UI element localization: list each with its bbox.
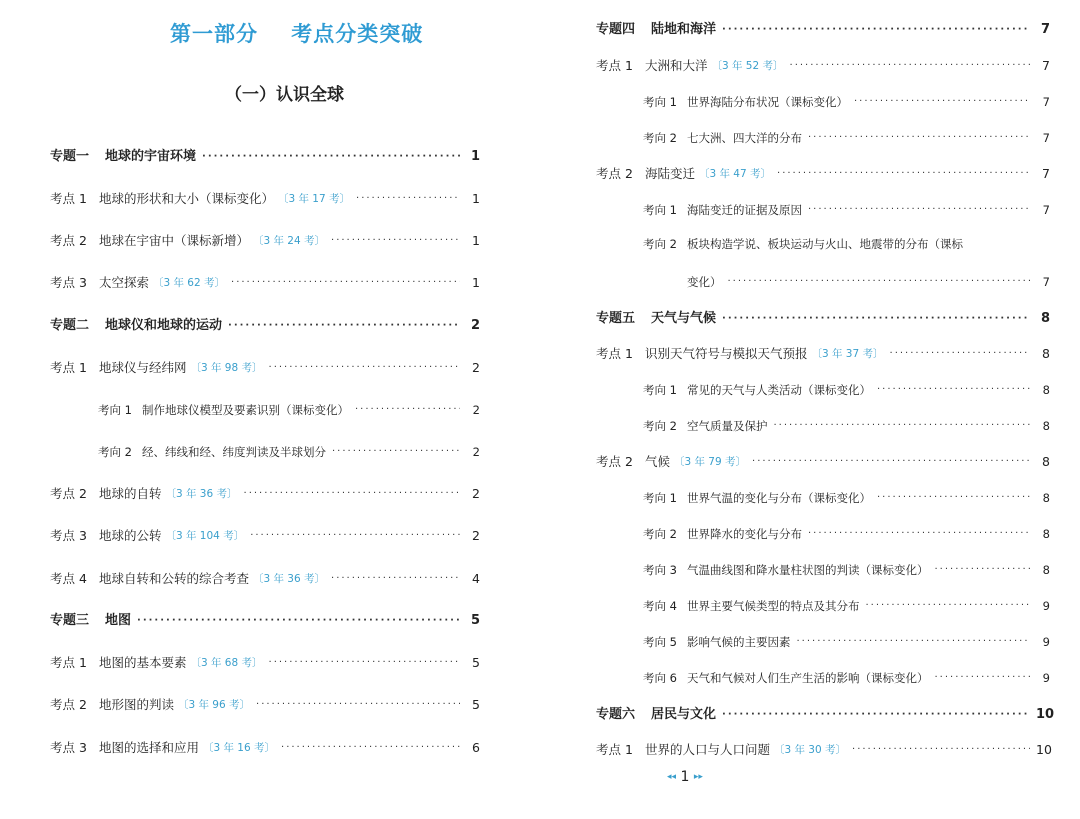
entry-title: 海陆变迁的证据及原因 (686, 203, 802, 217)
toc-point-entry[interactable] (50, 358, 480, 378)
entry-title: 世界的人口与人口问题 (644, 742, 770, 757)
leader-dots (934, 560, 1030, 580)
leader-dots (852, 740, 1030, 760)
leader-dots (877, 488, 1030, 508)
entry-page-number: 2 (472, 486, 480, 501)
exam-frequency: 〔3 年 62 考〕 (152, 277, 226, 289)
entry-label: 考向 2 (98, 445, 132, 459)
leader-dots (356, 189, 460, 209)
exam-frequency: 〔3 年 79 考〕 (673, 456, 747, 468)
toc-point-entry[interactable] (50, 189, 480, 209)
entry-page-number: 9 (1042, 671, 1050, 685)
exam-frequency: 〔3 年 37 考〕 (811, 348, 884, 360)
entry-title: 气温曲线图和降水量柱状图的判读（课标变化） (686, 563, 929, 577)
entry-page-number: 8 (1042, 454, 1050, 469)
next-page-icon[interactable]: ▸▸ (693, 772, 703, 782)
leader-dots (332, 442, 460, 462)
entry-page-number: 8 (1042, 383, 1050, 397)
toc-point-entry[interactable] (596, 452, 1050, 472)
entry-label: 考点 1 (596, 742, 633, 757)
entry-label: 专题一 (50, 149, 90, 164)
entry-title: 世界降水的变化与分布 (686, 527, 802, 541)
entry-label: 考向 2 (643, 527, 677, 541)
leader-dots (269, 653, 460, 673)
leader-dots (728, 272, 1031, 292)
toc-point-entry[interactable] (596, 344, 1050, 364)
leader-dots (722, 705, 1030, 725)
entry-label: 考向 2 (643, 131, 677, 145)
exam-frequency: 〔3 年 24 考〕 (252, 235, 326, 247)
leader-dots (934, 668, 1030, 688)
entry-page-number: 8 (1042, 491, 1050, 505)
entry-page-number: 9 (1042, 599, 1050, 613)
entry-page-number: 9 (1042, 635, 1050, 649)
toc-point-entry[interactable] (596, 740, 1050, 760)
entry-label: 考向 1 (643, 491, 677, 505)
toc-direction-entry[interactable] (643, 200, 1050, 220)
entry-title: 地球自转和公转的综合考查 (98, 571, 249, 586)
entry-label: 专题三 (50, 613, 90, 628)
toc-topic-entry[interactable] (50, 147, 480, 167)
entry-page-number: 2 (472, 445, 480, 459)
exam-frequency: 〔3 年 17 考〕 (277, 193, 351, 205)
entry-page-number: 2 (472, 403, 480, 417)
toc-topic-entry[interactable] (596, 20, 1050, 40)
page-footer (660, 769, 710, 785)
right-page (540, 0, 1080, 819)
page-number: 1 (680, 769, 690, 785)
entry-page-number: 1 (470, 149, 480, 164)
entry-label: 考点 3 (50, 528, 87, 543)
entry-title: 气候 (644, 454, 670, 469)
entry-label: 考点 2 (596, 166, 633, 181)
entry-page-number: 7 (1042, 131, 1050, 145)
toc-direction-entry[interactable] (98, 400, 480, 420)
prev-page-icon[interactable]: ◂◂ (667, 772, 677, 782)
entry-label: 专题六 (596, 707, 636, 722)
toc-point-entry[interactable] (50, 738, 480, 758)
exam-frequency: 〔3 年 52 考〕 (711, 60, 784, 72)
entry-label: 考点 1 (596, 58, 633, 73)
entry-title: 地图的基本要素 (98, 655, 187, 670)
entry-label: 考点 2 (596, 454, 633, 469)
part-title: 第一部分 考点分类突破 (170, 22, 424, 46)
entry-page-number: 4 (472, 571, 480, 586)
entry-title: 七大洲、四大洋的分布 (686, 131, 802, 145)
entry-page-number: 1 (472, 275, 480, 290)
entry-title: 地形图的判读 (98, 697, 174, 712)
entry-title: 地球的宇宙环境 (105, 149, 197, 164)
entry-title: 制作地球仪模型及要素识别（课标变化） (141, 403, 349, 417)
entry-title: 天气和气候对人们生产生活的影响（课标变化） (686, 671, 929, 685)
exam-frequency: 〔3 年 30 考〕 (773, 744, 847, 756)
entry-label: 考点 2 (50, 697, 87, 712)
entry-page-number: 2 (470, 318, 480, 333)
entry-title: 影响气候的主要因素 (686, 635, 791, 649)
entry-page-number: 7 (1042, 275, 1050, 289)
entry-title: 陆地和海洋 (651, 22, 717, 37)
entry-title: 地图 (105, 613, 132, 628)
entry-page-number: 2 (472, 360, 480, 375)
entry-title: 板块构造学说、板块运动与火山、地震带的分布（课标 (686, 237, 963, 251)
leader-dots (231, 273, 460, 293)
leader-dots (808, 200, 1030, 220)
entry-label: 考点 2 (50, 233, 87, 248)
entry-title: 地球的自转 (98, 486, 162, 501)
entry-title: 世界海陆分布状况（课标变化） (686, 95, 848, 109)
entry-title: 世界气温的变化与分布（课标变化） (686, 491, 871, 505)
entry-label: 考向 3 (643, 563, 677, 577)
entry-label: 考向 2 (643, 419, 677, 433)
toc-direction-entry[interactable] (643, 92, 1050, 112)
leader-dots (137, 611, 460, 631)
toc-direction-entry[interactable] (687, 272, 1050, 292)
exam-frequency: 〔3 年 98 考〕 (190, 362, 263, 374)
entry-page-number: 8 (1042, 527, 1050, 541)
toc-direction-entry[interactable] (643, 632, 1050, 652)
toc-topic-entry[interactable] (596, 309, 1050, 329)
toc-point-entry[interactable] (50, 273, 480, 293)
toc-direction-entry[interactable] (643, 560, 1050, 580)
entry-page-number: 2 (472, 528, 480, 543)
entry-page-number: 8 (1042, 346, 1050, 361)
entry-page-number: 1 (472, 233, 480, 248)
section-title: （一）认识全球 (225, 85, 344, 105)
toc-topic-entry[interactable] (596, 705, 1055, 725)
entry-title: 经、纬线和经、纬度判读及半球划分 (141, 445, 326, 459)
leader-dots (244, 484, 460, 504)
toc-direction-entry[interactable] (643, 524, 1050, 544)
leader-dots (808, 524, 1030, 544)
entry-page-number: 10 (1036, 742, 1052, 757)
entry-label: 考点 1 (50, 360, 87, 375)
entry-label: 考点 1 (50, 191, 87, 206)
entry-title: 地球仪与经纬网 (98, 360, 187, 375)
entry-title: 地球仪和地球的运动 (105, 318, 223, 333)
entry-title: 地球在宇宙中（课标新增） (98, 233, 249, 248)
entry-page-number: 5 (472, 655, 480, 670)
entry-title: 地图的选择和应用 (98, 740, 199, 755)
leader-dots (865, 596, 1030, 616)
toc-direction-entry[interactable] (643, 236, 1050, 252)
toc-point-entry[interactable] (50, 484, 480, 504)
entry-page-number: 8 (1040, 311, 1050, 326)
entry-title: 海陆变迁 (644, 166, 695, 181)
leader-dots (773, 416, 1030, 436)
entry-title: 常见的天气与人类活动（课标变化） (686, 383, 871, 397)
exam-frequency: 〔3 年 36 考〕 (165, 488, 238, 500)
entry-title: 大洲和大洋 (644, 58, 708, 73)
entry-label: 考向 2 (643, 237, 677, 251)
leader-dots (331, 231, 460, 251)
toc-direction-entry[interactable] (643, 128, 1050, 148)
exam-frequency: 〔3 年 36 考〕 (252, 573, 326, 585)
exam-frequency: 〔3 年 104 考〕 (165, 530, 245, 542)
entry-label: 考向 1 (643, 203, 677, 217)
entry-title: 变化） (687, 275, 722, 289)
toc-direction-entry[interactable] (643, 488, 1050, 508)
entry-label: 考点 1 (596, 346, 633, 361)
exam-frequency: 〔3 年 16 考〕 (202, 742, 276, 754)
leader-dots (777, 164, 1030, 184)
leader-dots (790, 56, 1030, 76)
entry-page-number: 7 (1042, 203, 1050, 217)
entry-label: 考点 3 (50, 740, 87, 755)
leader-dots (854, 92, 1030, 112)
entry-label: 考点 3 (50, 275, 87, 290)
leader-dots (752, 452, 1030, 472)
toc-direction-entry[interactable] (643, 380, 1050, 400)
leader-dots (331, 569, 460, 589)
entry-label: 考向 1 (643, 383, 677, 397)
entry-title: 地球的形状和大小（课标变化） (98, 191, 274, 206)
toc-direction-entry[interactable] (643, 416, 1050, 436)
entry-label: 考向 1 (98, 403, 132, 417)
leader-dots (269, 358, 460, 378)
leader-dots (877, 380, 1030, 400)
entry-page-number: 1 (472, 191, 480, 206)
toc-topic-entry[interactable] (50, 316, 480, 336)
entry-page-number: 7 (1040, 22, 1050, 37)
entry-label: 专题二 (50, 318, 90, 333)
entry-title: 居民与文化 (651, 707, 717, 722)
entry-page-number: 7 (1042, 166, 1050, 181)
entry-label: 考点 4 (50, 571, 87, 586)
exam-frequency: 〔3 年 96 考〕 (177, 699, 251, 711)
entry-title: 世界主要气候类型的特点及其分布 (686, 599, 860, 613)
toc-point-entry[interactable] (50, 526, 480, 546)
entry-page-number: 8 (1042, 563, 1050, 577)
toc-point-entry[interactable] (596, 56, 1050, 76)
leader-dots (890, 344, 1030, 364)
leader-dots (228, 316, 460, 336)
toc-point-entry[interactable] (50, 569, 480, 589)
toc-direction-entry[interactable] (98, 442, 480, 462)
toc-point-entry[interactable] (50, 695, 480, 715)
entry-label: 考点 1 (50, 655, 87, 670)
leader-dots (808, 128, 1030, 148)
leader-dots (256, 695, 460, 715)
entry-label: 考向 5 (643, 635, 677, 649)
leader-dots (281, 738, 460, 758)
exam-frequency: 〔3 年 68 考〕 (190, 657, 263, 669)
entry-label: 专题四 (596, 22, 636, 37)
entry-title: 识别天气符号与模拟天气预报 (644, 346, 808, 361)
toc-direction-entry[interactable] (643, 668, 1050, 688)
toc-point-entry[interactable] (596, 164, 1050, 184)
entry-label: 考向 1 (643, 95, 677, 109)
toc-point-entry[interactable] (50, 231, 480, 251)
entry-title: 地球的公转 (98, 528, 162, 543)
entry-label: 考向 4 (643, 599, 677, 613)
entry-label: 专题五 (596, 311, 636, 326)
leader-dots (250, 526, 460, 546)
entry-title: 太空探索 (98, 275, 149, 290)
leader-dots (722, 20, 1030, 40)
leader-dots (796, 632, 1030, 652)
entry-label: 考点 2 (50, 486, 87, 501)
entry-page-number: 6 (472, 740, 480, 755)
leader-dots (355, 400, 460, 420)
entry-label: 考向 6 (643, 671, 677, 685)
toc-topic-entry[interactable] (50, 611, 480, 631)
entry-page-number: 7 (1042, 58, 1050, 73)
entry-page-number: 10 (1036, 707, 1055, 722)
entry-page-number: 5 (470, 613, 480, 628)
entry-page-number: 8 (1042, 419, 1050, 433)
entry-page-number: 5 (472, 697, 480, 712)
entry-page-number: 7 (1042, 95, 1050, 109)
leader-dots (722, 309, 1030, 329)
entry-title: 天气与气候 (651, 311, 717, 326)
toc-point-entry[interactable] (50, 653, 480, 673)
exam-frequency: 〔3 年 47 考〕 (698, 168, 772, 180)
leader-dots (202, 147, 460, 167)
toc-direction-entry[interactable] (643, 596, 1050, 616)
entry-title: 空气质量及保护 (686, 419, 768, 433)
